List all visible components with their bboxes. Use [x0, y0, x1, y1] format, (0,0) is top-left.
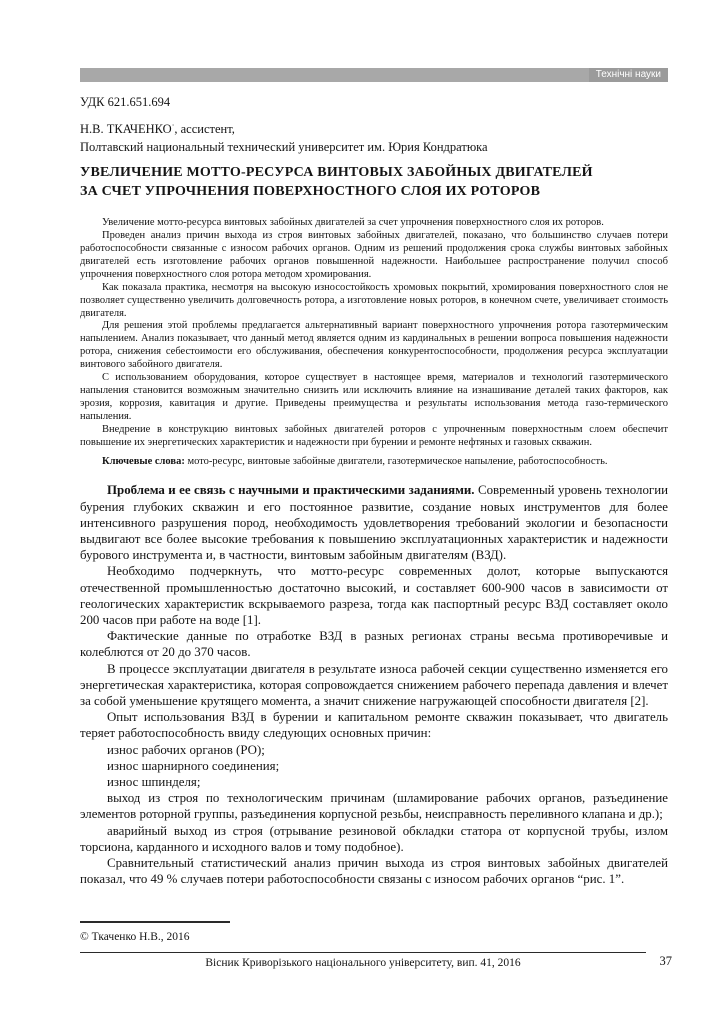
section-heading: Проблема и ее связь с научными и практическими заданиями. — [107, 483, 475, 498]
body-paragraph: Сравнительный статистический анализ причин выхода из строя винтовых забойных двигателей показал, что 49 % случаев потери работоспособности связаны с износом рабочих органов “рис. 1”. — [80, 856, 668, 887]
article-body — [80, 482, 668, 887]
abstract-paragraph: Проведен анализ причин выхода из строя винтовых забойных двигателей, показано, что большинство случаев потери работоспособности связанные с износом рабочих органов. Одним из решений продолжения срока службы винтовых забойных двигателей есть изготовление рабочих органов повышенной надежности. Наибольшее распространение получил способ упрочнения поверхностного слоя ротора методом хромирования. — [80, 230, 668, 280]
title-line-2: ЗА СЧЕТ УПРОЧНЕНИЯ ПОВЕРХНОСТНОГО СЛОЯ ИХ РОТОРОВ — [80, 183, 541, 199]
affiliation: Полтавский национальный технический университет им. Юрия Кондратюка — [80, 140, 488, 155]
body-list-item: износ шарнирного соединения; — [107, 758, 280, 773]
keywords-line — [80, 456, 668, 469]
abstract — [80, 217, 668, 469]
body-list-item: износ рабочих органов (РО); — [107, 742, 265, 757]
section-band — [80, 68, 668, 82]
abstract-paragraph: Для решения этой проблемы предлагается альтернативный вариант поверхностного упрочнения ротора газотермическим напылением. Анализ показывает, что данный метод является одним из кардинальных в решении вопроса повышения надежности ротора, снижения себестоимости его обслуживания, обеспечения конкурентоспособности, продолжения ресурса эксплуатации винтового забойного двигателя. — [80, 320, 668, 371]
copyright-note: © Ткаченко Н.В., 2016 — [80, 931, 190, 943]
journal-footer: Вісник Криворізького національного університету, вип. 41, 2016 — [205, 957, 521, 969]
body-paragraph: Необходимо подчеркнуть, что мотто-ресурс современных долот, которые выпускаются отечественной промышленностью достаточно высокий, и составляет 600-900 часов в зависимости от геологических характеристик вскрываемого разреза, тогда как паспортный ресурс ВЗД составляет около 200 часов при работе на воде [1]. — [80, 564, 668, 627]
body-lead-text: Современный уровень технологии бурения глубоких скважин и его постоянное развитие, создание новых инструментов для более интенсивного разрушения пород, необходимость удовлетворения требований экологии и безопасности выдвигают все более высокие требования к повышению эксплуатационных характеристик и надежности бурового инструмента и, в частности, винтовым забойным двигателям (ВЗД). — [80, 483, 668, 563]
footer-divider — [80, 952, 646, 953]
footnote-divider — [80, 921, 230, 923]
author-name: Н.В. ТКАЧЕНКО — [80, 122, 172, 137]
abstract-paragraph: С использованием оборудования, которое существует в настоящее время, материалов и технологий газотермического напыления становится возможным значительно снизить или исключить влияние на изнашивание деталей таких факторов, как эрозия, коррозия, кавитация и другие. Приведены преимущества и результаты использования метода газо-термического напыления. — [80, 372, 668, 422]
abstract-paragraph: Внедрение в конструкцию винтовых забойных двигателей роторов с упрочненным поверхностным слоем обеспечит повышение их энергетических характеристик и надежности при бурении и ремонте нефтяных и газовых скважин. — [80, 423, 668, 448]
body-paragraph: Фактические данные по отработке ВЗД в разных регионах страны весьма противоречивые и колеблются от 20 до 370 часов. — [80, 629, 668, 660]
keywords-label: Ключевые слова: — [102, 456, 185, 468]
abstract-paragraph: Увеличение мотто-ресурса винтовых забойных двигателей за счет упрочнения поверхностного слоя их роторов. — [102, 217, 604, 229]
title-line-1: УВЕЛИЧЕНИЕ МОТТО-РЕСУРСА ВИНТОВЫХ ЗАБОЙНЫХ ДВИГАТЕЛЕЙ — [80, 165, 593, 181]
body-list-item: выход из строя по технологическим причинам (шламирование рабочих органов, разъединение элементов роторной группы, разъединения корпусной резьбы, неисправность переливного клапана и др.); — [80, 791, 668, 822]
body-list-item: износ шпинделя; — [107, 775, 201, 790]
abstract-paragraph: Как показала практика, несмотря на высокую износостойкость хромовых покрытий, хромирования поверхностного слоя не позволяет существенно увеличить долговечность ротора, а изготовление новых роторов, в конечном счете, увеличивает стоимость двигателя. — [80, 281, 668, 319]
body-paragraph: В процессе эксплуатации двигателя в результате износа рабочей секции существенно изменяется его энергетическая характеристика, которая сопровождается снижением рабочего перепада давления и влечет за собой уменьшение крутящего момента, а значит снижение нагружающей способности двигателя [2]. — [80, 661, 668, 709]
author-line — [80, 118, 668, 137]
udc-code: УДК 621.651.694 — [80, 95, 171, 109]
body-paragraph: Опыт использования ВЗД в бурении и капитальном ремонте скважин показывает, что двигатель теряет работоспособность ввиду следующих основных причин: — [80, 710, 668, 741]
body-list-item: аварийный выход из строя (отрывание резиновой обкладки статора от корпусной трубы, излом торсиона, карданного и исходного валов и тому подобное). — [80, 823, 668, 854]
paper-title — [80, 164, 668, 201]
footnote-marker: · — [171, 121, 175, 130]
page-number: 37 — [659, 954, 672, 968]
keywords-text: мото-ресурс, винтовые забойные двигатели, газотермическое напыление, работоспособность. — [184, 456, 608, 468]
body-paragraph — [80, 482, 668, 563]
author-role: , ассистент, — [174, 122, 235, 137]
section-band-label: Технічні науки — [589, 68, 668, 82]
